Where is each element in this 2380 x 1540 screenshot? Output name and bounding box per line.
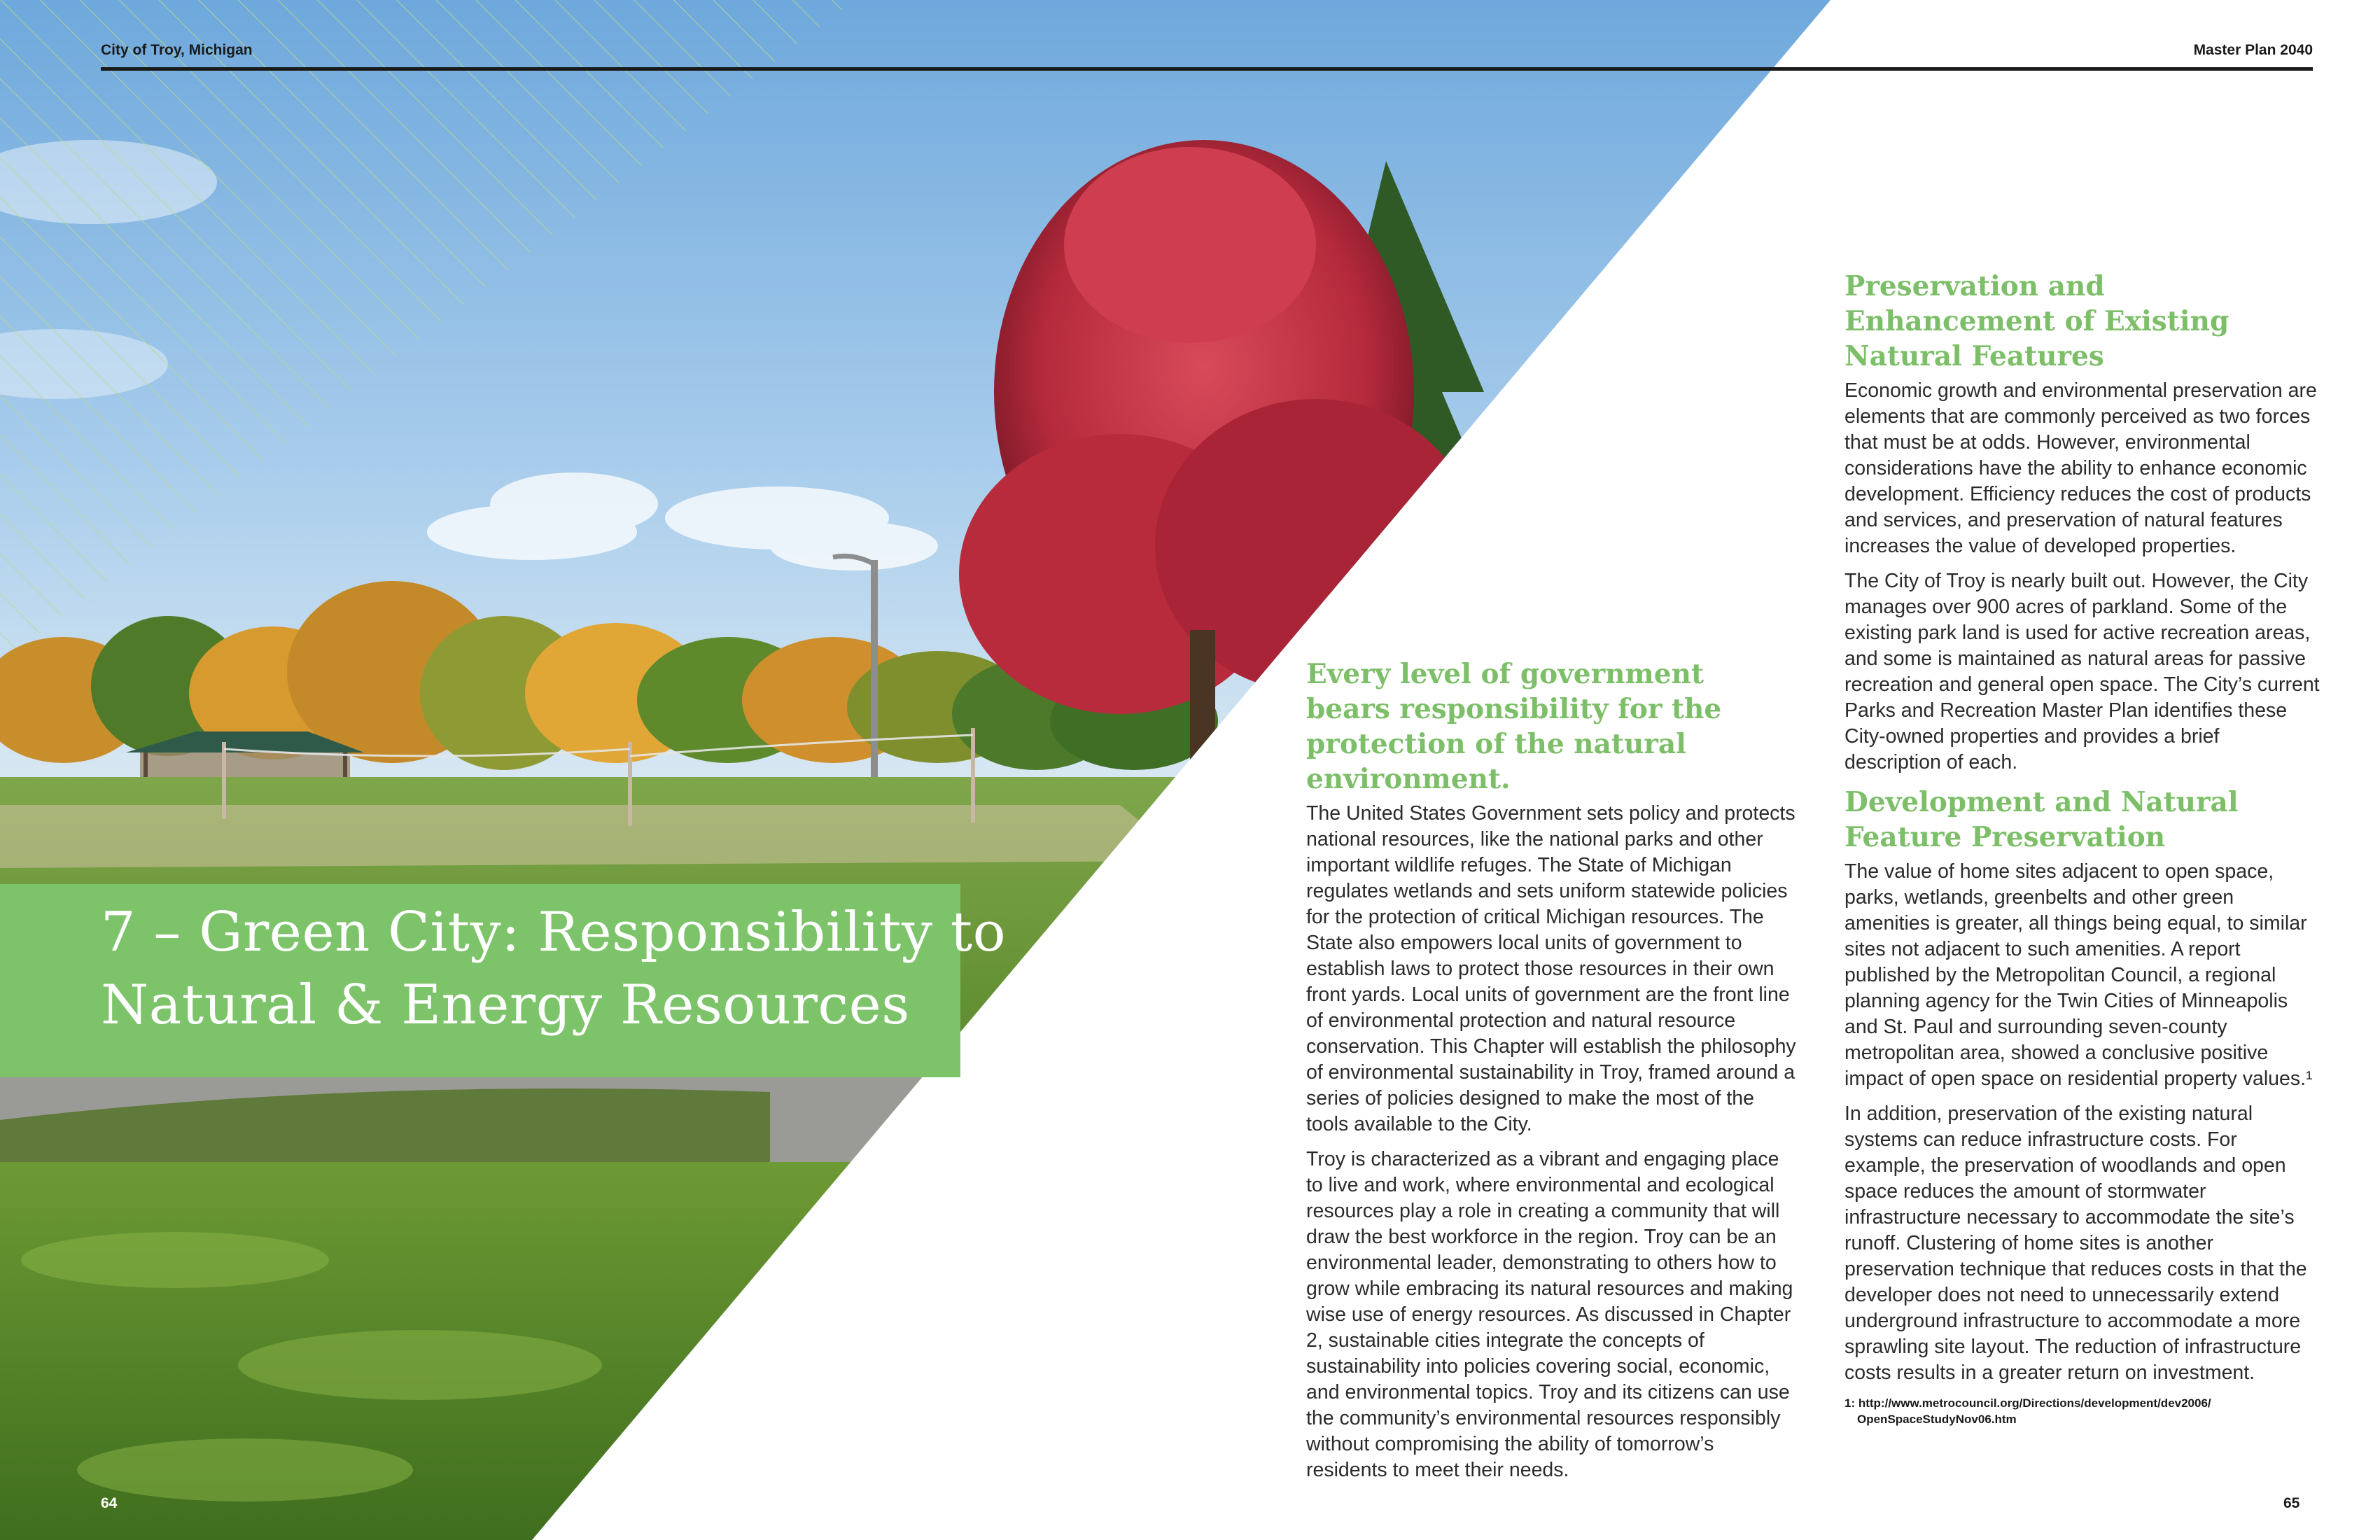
paragraph: The United States Government sets policy and protects national resources, like the national parks and other important wildlife refuges. The State of Michigan regulates wetlands and sets uniform statewide policies for the protection of critical Michigan resources. The State also empowers local units of government to establish laws to protect those resources in their own front yards. Local units of government are the front line of environmental protection and natural resource conservation. This Chapter will establish the philosophy of environmental sustainability in Troy, framed around a series of policies designed to make the most of the tools available to the City. (1306, 802, 1796, 1135)
footnote (1844, 1395, 2320, 1427)
middle-column-heading: Every level of government bears responsibility for the protection of the natural environment. (1306, 658, 1722, 795)
header-left-title: City of Troy, Michigan (101, 42, 253, 58)
page-number-left: 64 (101, 1495, 118, 1511)
page-number-right: 65 (2283, 1495, 2300, 1511)
paragraph: The value of home sites adjacent to open space, parks, wetlands, greenbelts and other green amenities is greater, all things being equal, to similar sites not adjacent to such amenities. A report published by the Metropolitan Council, a regional planning agency for the Twin Cities of Minneapolis and St. Paul and surrounding seven-county metropolitan area, showed a conclusive positive impact of open space on residential property values.¹ (1844, 860, 2313, 1090)
paragraph: The City of Troy is nearly built out. However, the City manages over 900 acres of parkland. Some of the existing park land is used for active recreation areas, and some is maintained as natural areas for passive recreation and general open space. The City’s current Parks and Recreation Master Plan identifies these City-owned properties and provides a brief description of each. (1844, 570, 2320, 774)
header-rule-left (101, 67, 1826, 71)
paragraph: In addition, preservation of the existing natural systems can reduce infrastructure costs. For example, the preservation of woodlands and open space reduces the amount of stormwater infrastructure necessary to accommodate the site’s runoff. Clustering of home sites is another preservation technique that reduces costs in that the developer does not need to unnecessarily extend underground infrastructure to accommodate a more sprawling site layout. The reduction of infrastructure costs results in a greater return on investment. (1844, 1102, 2307, 1384)
header-right-title: Master Plan 2040 (2193, 42, 2313, 58)
section-heading: Preservation and Enhancement of Existing Natural Features (1844, 270, 2230, 372)
chapter-title: 7 – Green City: Responsibility to Natural & Energy Resources (101, 901, 1007, 1037)
paragraph: Economic growth and environmental preservation are elements that are commonly perceived as two forces that must be at odds. However, environmental considerations have the ability to enhance economic development. Efficiency reduces the cost of products and services, and preservation of natural features increases the value of developed properties. (1844, 379, 2317, 557)
right-column (1844, 269, 2320, 1427)
footnote-url-line1[interactable]: 1: http://www.metrocouncil.org/Directions/development/dev2006/ (1844, 1396, 2211, 1410)
section-heading: Development and Natural Feature Preservation (1844, 786, 2239, 853)
footnote-url-line2[interactable]: OpenSpaceStudyNov06.htm (1857, 1413, 2017, 1426)
middle-column (1306, 657, 1796, 1492)
paragraph: Troy is characterized as a vibrant and engaging place to live and work, where environmental and ecological resources play a role in creating a community that will draw the best workforce in the region. Troy can be an environmental leader, demonstrating to others how to grow while embracing its natural resources and making wise use of energy resources. As discussed in Chapter 2, sustainable cities integrate the concepts of sustainability into policies covering social, economic, and environmental topics. Troy and its citizens can use the community’s environmental resources responsibly without compromising the ability of tomorrow’s residents to meet their needs. (1306, 1148, 1793, 1481)
header-rule-right (1680, 67, 2313, 71)
